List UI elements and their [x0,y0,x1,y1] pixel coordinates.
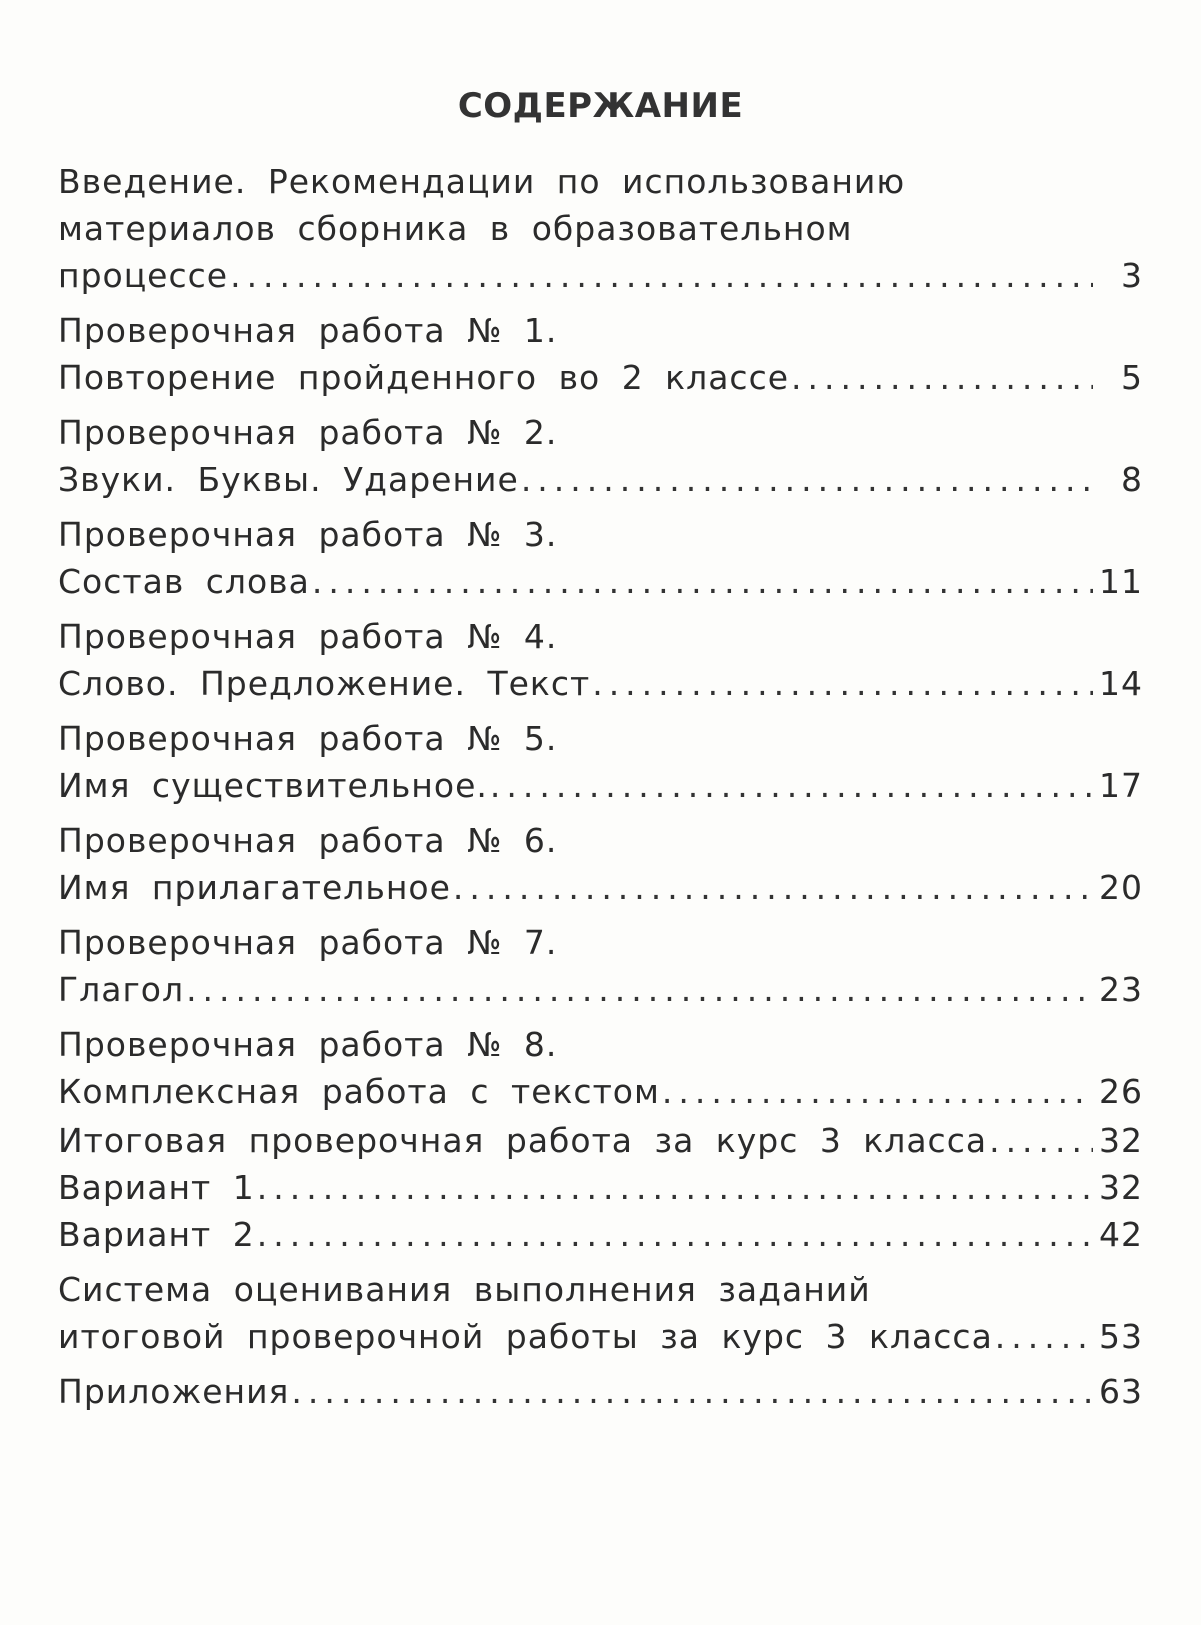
toc-entry-last-line [58,1068,1143,1115]
dot-leader [312,558,1093,605]
toc-entry-test-4 [58,613,1143,707]
toc-entry-last-line [58,660,1143,707]
toc-entry-last-line [58,762,1143,809]
toc-entry-text: Глагол [58,970,185,1009]
page-number: 14 [1099,664,1143,703]
dot-leader [989,1117,1093,1164]
dot-leader [490,762,1093,809]
page-number: 20 [1099,868,1143,907]
dot-leader [521,456,1093,503]
toc-entry-text: Комплексная работа с текстом [58,1072,660,1111]
dot-leader [257,1164,1093,1211]
toc-entry-text: Приложения [58,1372,290,1411]
dot-leader [257,1211,1093,1258]
page-number: 11 [1099,562,1143,601]
page-number: 63 [1099,1372,1143,1411]
dot-leader [791,354,1093,401]
toc-entry-text: Состав слова [58,562,310,601]
toc-title: СОДЕРЖАНИЕ [457,86,744,126]
toc-entry-last-line [58,1368,1143,1415]
dot-leader [592,660,1093,707]
toc-entry-last-line [58,1117,1143,1164]
toc-entry-text: Проверочная работа № 4. [58,617,558,656]
table-of-contents [58,158,1143,1415]
dot-leader [186,966,1093,1013]
page-number: 17 [1099,766,1143,805]
toc-entry-text: Имя прилагательное [58,868,451,907]
toc-entry-text: Итоговая проверочная работа за курс 3 класса [58,1121,988,1160]
dot-leader [662,1068,1093,1115]
toc-entry-text: Проверочная работа № 2. [58,413,558,452]
toc-entry-grading-system [58,1266,1143,1360]
dot-leader [291,1368,1093,1415]
toc-entry-text: Проверочная работа № 1. [58,311,558,350]
toc-entry-text: Проверочная работа № 8. [58,1025,558,1064]
toc-entry-last-line [58,456,1143,503]
page-number: 8 [1121,460,1143,499]
toc-entry-text: Вариант 2 [58,1215,255,1254]
toc-entry-appendices [58,1368,1143,1415]
toc-entry-introduction [58,158,1143,299]
toc-entry-last-line [58,864,1143,911]
dot-leader [995,1313,1093,1360]
toc-entry-text: материалов сборника в образовательном [58,209,853,248]
toc-entry-text: Звуки. Буквы. Ударение [58,460,519,499]
toc-entry-test-6 [58,817,1143,911]
toc-entry-test-2 [58,409,1143,503]
toc-entry-test-7 [58,919,1143,1013]
toc-entry-last-line [58,354,1143,401]
toc-entry-text: Проверочная работа № 6. [58,821,558,860]
toc-entry-last-line [58,1313,1143,1360]
toc-entry-text: Система оценивания выполнения заданий [58,1270,871,1309]
toc-entry-test-3 [58,511,1143,605]
toc-entry-text: Проверочная работа № 7. [58,923,558,962]
toc-entry-final-test [58,1117,1143,1164]
page-number: 5 [1121,358,1143,397]
toc-entry-last-line [58,252,1143,299]
toc-entry-text: Введение. Рекомендации по использованию [58,162,906,201]
toc-entry-text: Слово. Предложение. Текст [58,664,591,703]
toc-entry-test-5 [58,715,1143,809]
toc-entry-last-line [58,966,1143,1013]
toc-entry-test-8 [58,1021,1143,1115]
page-number: 53 [1099,1317,1143,1356]
page-number: 26 [1099,1072,1143,1111]
toc-entry-variant-1 [58,1164,1143,1211]
toc-entry-last-line [58,1211,1143,1258]
toc-entry-test-1 [58,307,1143,401]
page-number: 42 [1099,1215,1143,1254]
toc-entry-text: Имя существительное. [58,766,488,805]
page-number: 32 [1099,1168,1143,1207]
page-number: 23 [1099,970,1143,1009]
toc-entry-text: Повторение пройденного во 2 классе [58,358,790,397]
toc-entry-text: Проверочная работа № 3. [58,515,558,554]
toc-entry-last-line [58,558,1143,605]
toc-entry-text: Проверочная работа № 5. [58,719,558,758]
page-number: 32 [1099,1121,1143,1160]
dot-leader [453,864,1093,911]
toc-entry-text: итоговой проверочной работы за курс 3 класса [58,1317,993,1356]
toc-entry-variant-2 [58,1211,1143,1258]
toc-entry-last-line [58,1164,1143,1211]
toc-entry-text: Вариант 1 [58,1168,255,1207]
dot-leader [230,252,1093,299]
toc-entry-text: процессе [58,256,229,295]
page-number: 3 [1121,256,1143,295]
